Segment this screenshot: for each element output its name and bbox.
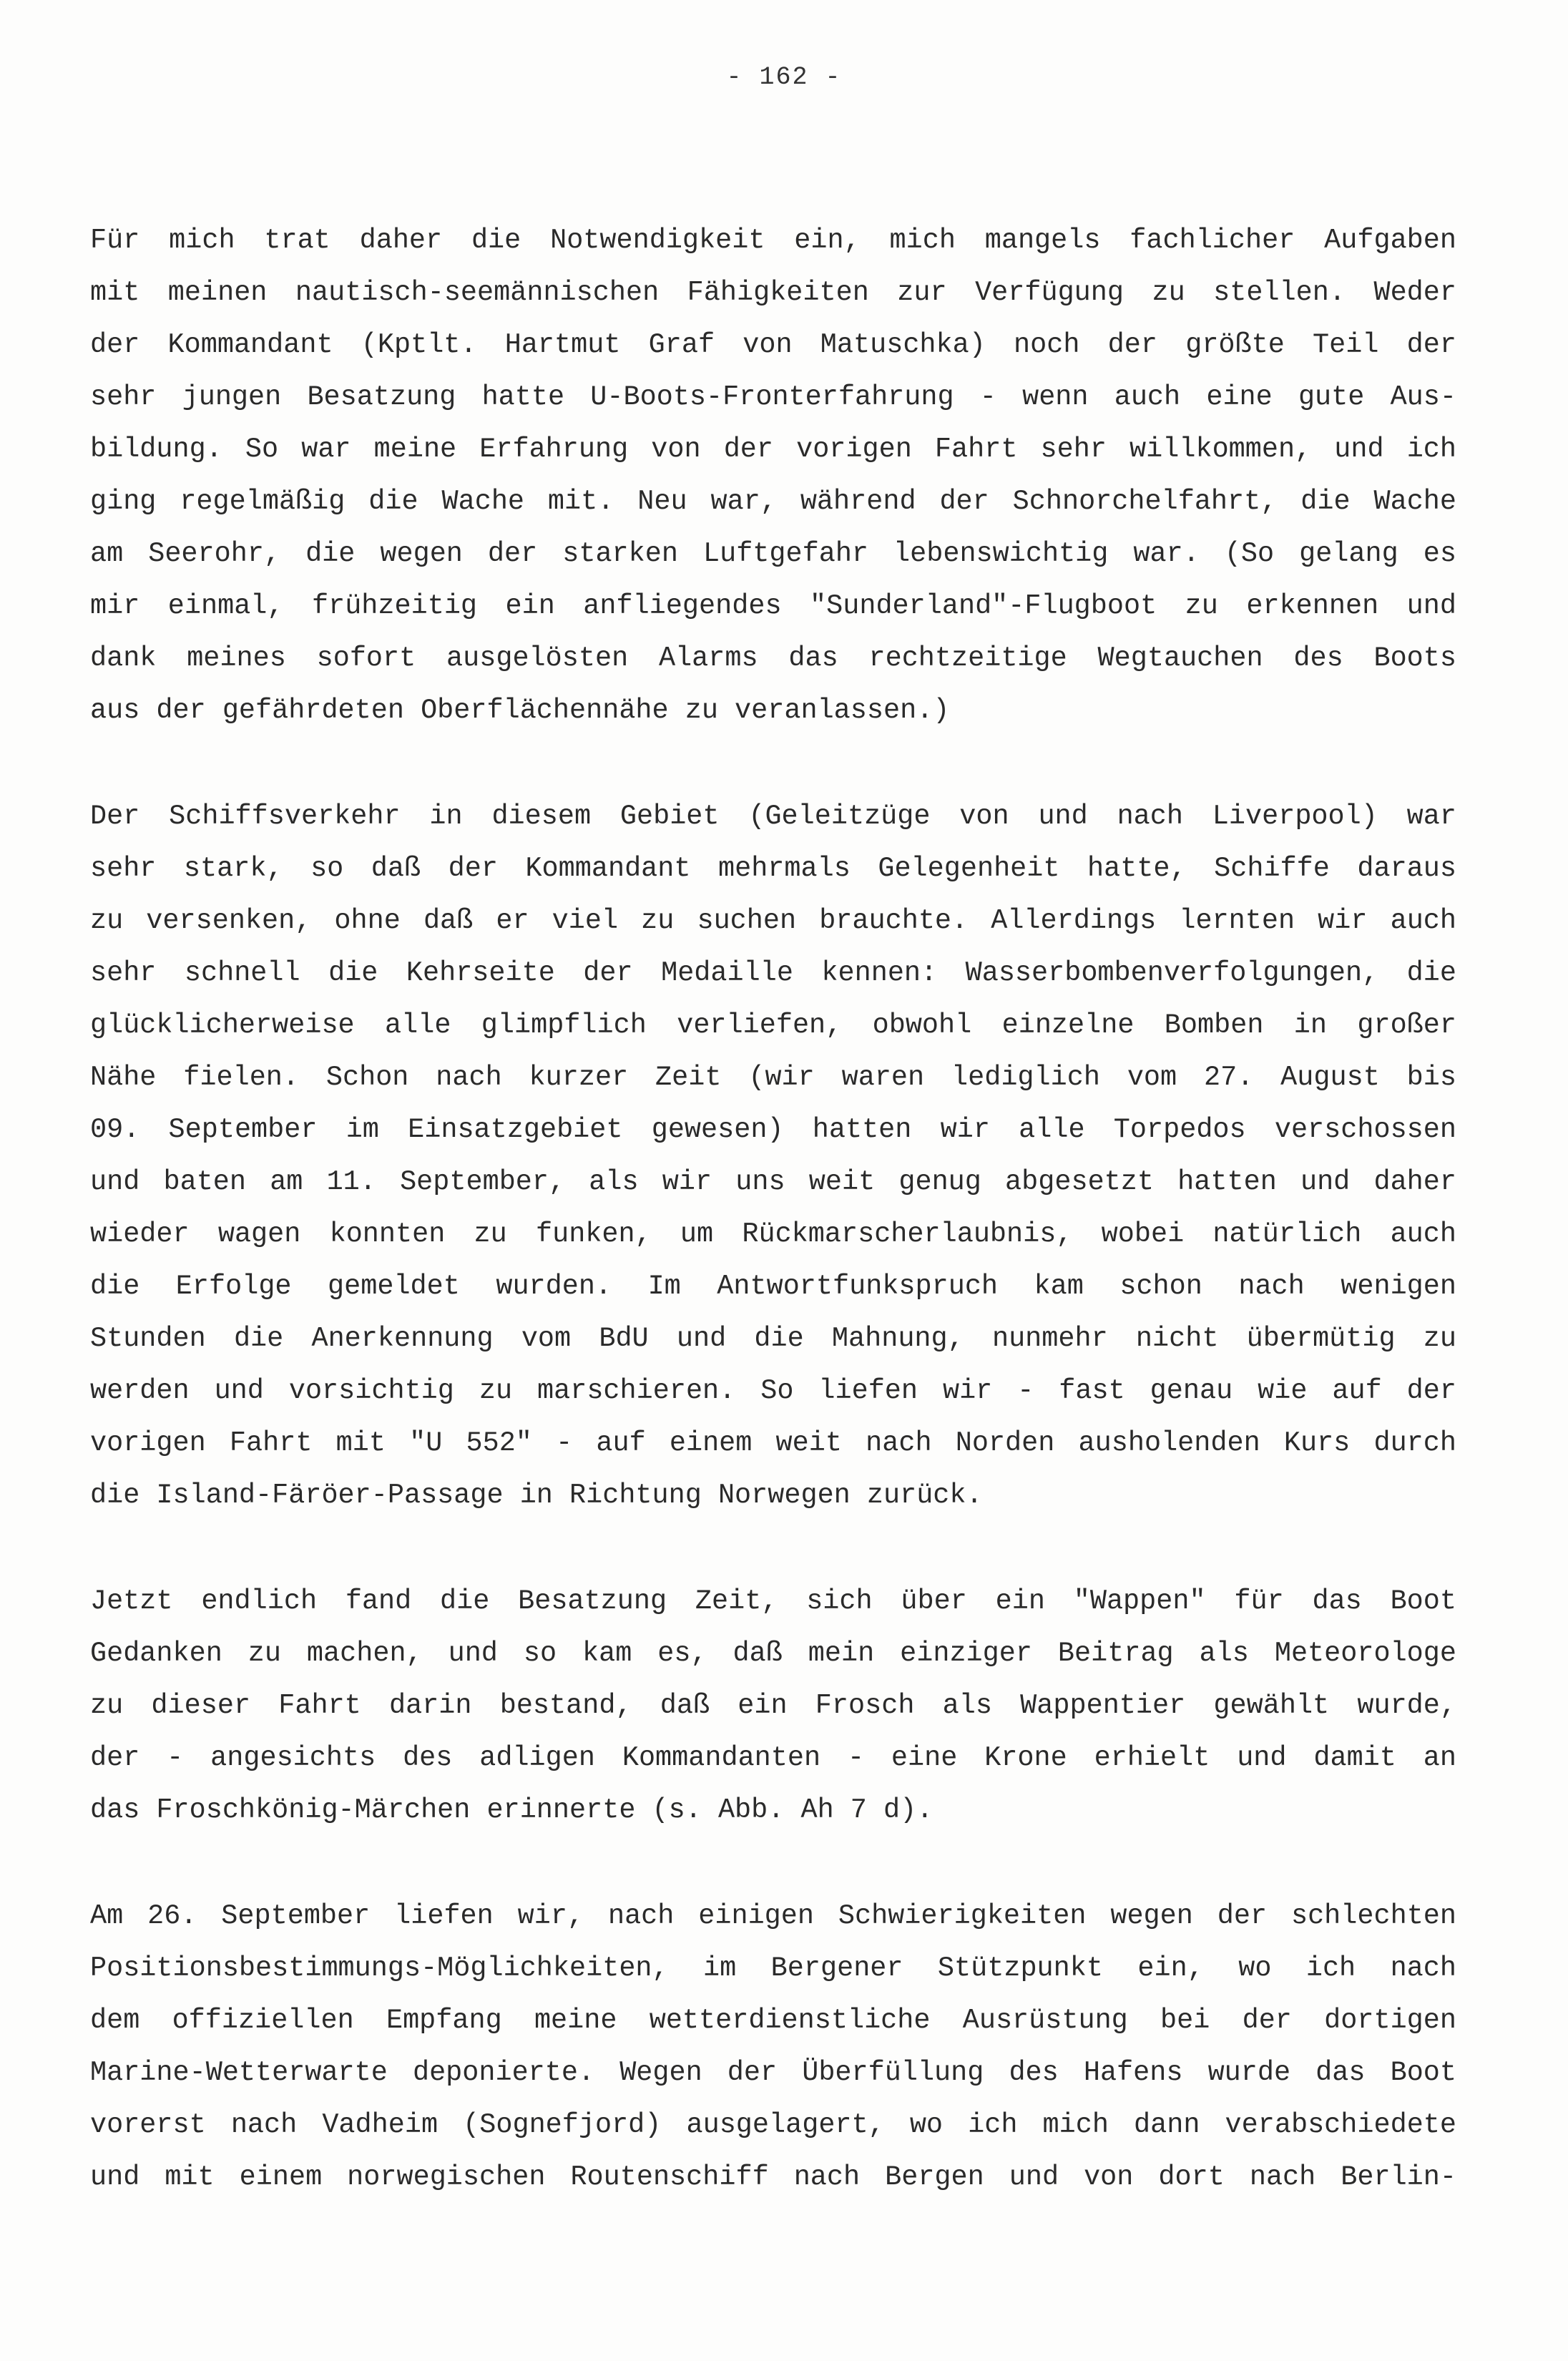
text-line: und baten am 11. September, als wir uns weit genug abgesetzt hatten und daher xyxy=(90,1166,1456,1198)
text-line: 09. September im Einsatzgebiet gewesen) hatten wir alle Torpedos verschossen xyxy=(90,1114,1456,1145)
text-line: Stunden die Anerkennung vom BdU und die Mahnung, nunmehr nicht übermütig zu xyxy=(90,1323,1456,1354)
text-line: wieder wagen konnten zu funken, um Rückmarscherlaubnis, wobei natürlich auch xyxy=(90,1218,1456,1250)
text-line: Am 26. September liefen wir, nach einigen Schwierigkeiten wegen der schlechten xyxy=(90,1900,1456,1932)
paragraph-1 xyxy=(90,215,1456,737)
text-line: Für mich trat daher die Notwendigkeit ein, mich mangels fachlicher Aufgaben xyxy=(90,225,1456,256)
text-line: das Froschkönig-Märchen erinnerte (s. Abb. Ah 7 d). xyxy=(90,1794,934,1826)
text-line: zu dieser Fahrt darin bestand, daß ein Frosch als Wappentier gewählt wurde, xyxy=(90,1690,1456,1721)
text-line: dank meines sofort ausgelösten Alarms das rechtzeitige Wegtauchen des Boots xyxy=(90,642,1456,674)
text-line: die Erfolge gemeldet wurden. Im Antwortfunkspruch kam schon nach wenigen xyxy=(90,1271,1456,1302)
text-line: und mit einem norwegischen Routenschiff nach Bergen und von dort nach Berlin- xyxy=(90,2161,1456,2193)
text-line: am Seerohr, die wegen der starken Luftgefahr lebenswichtig war. (So gelang es xyxy=(90,538,1456,570)
text-line: sehr stark, so daß der Kommandant mehrmals Gelegenheit hatte, Schiffe daraus xyxy=(90,853,1456,884)
text-line: mit meinen nautisch-seemännischen Fähigkeiten zur Verfügung zu stellen. Weder xyxy=(90,277,1456,308)
text-line: Der Schiffsverkehr in diesem Gebiet (Geleitzüge von und nach Liverpool) war xyxy=(90,801,1456,832)
text-line: ging regelmäßig die Wache mit. Neu war, während der Schnorchelfahrt, die Wache xyxy=(90,486,1456,517)
body-text xyxy=(90,215,1456,2257)
text-line: der - angesichts des adligen Kommandanten - eine Krone erhielt und damit an xyxy=(90,1742,1456,1774)
text-line: Marine-Wetterwarte deponierte. Wegen der Überfüllung des Hafens wurde das Boot xyxy=(90,2057,1456,2088)
text-line: Nähe fielen. Schon nach kurzer Zeit (wir waren lediglich vom 27. August bis xyxy=(90,1062,1456,1093)
text-line: die Island-Färöer-Passage in Richtung Norwegen zurück. xyxy=(90,1480,983,1511)
text-line: bildung. So war meine Erfahrung von der vorigen Fahrt sehr willkommen, und ich xyxy=(90,434,1456,465)
text-line: glücklicherweise alle glimpflich verliefen, obwohl einzelne Bomben in großer xyxy=(90,1010,1456,1041)
page-number: - 162 - xyxy=(726,63,842,92)
text-line: zu versenken, ohne daß er viel zu suchen brauchte. Allerdings lernten wir auch xyxy=(90,905,1456,937)
paragraph-2 xyxy=(90,791,1456,1522)
text-line: dem offiziellen Empfang meine wetterdienstliche Ausrüstung bei der dortigen xyxy=(90,2005,1456,2036)
text-line: vorerst nach Vadheim (Sognefjord) ausgelagert, wo ich mich dann verabschiedete xyxy=(90,2109,1456,2141)
text-line: Jetzt endlich fand die Besatzung Zeit, sich über ein "Wappen" für das Boot xyxy=(90,1585,1456,1617)
text-line: vorigen Fahrt mit "U 552" - auf einem weit nach Norden ausholenden Kurs durch xyxy=(90,1427,1456,1459)
paragraph-3 xyxy=(90,1575,1456,1837)
text-line: werden und vorsichtig zu marschieren. So liefen wir - fast genau wie auf der xyxy=(90,1375,1456,1407)
paragraph-4 xyxy=(90,1890,1456,2204)
text-line: Gedanken zu machen, und so kam es, daß mein einziger Beitrag als Meteorologe xyxy=(90,1638,1456,1669)
text-line: Positionsbestimmungs-Möglichkeiten, im Bergener Stützpunkt ein, wo ich nach xyxy=(90,1952,1456,1984)
text-line: sehr schnell die Kehrseite der Medaille kennen: Wasserbombenverfolgungen, die xyxy=(90,957,1456,989)
text-line: aus der gefährdeten Oberflächennähe zu veranlassen.) xyxy=(90,695,950,726)
text-line: sehr jungen Besatzung hatte U-Boots-Fronterfahrung - wenn auch eine gute Aus- xyxy=(90,381,1456,413)
text-line: mir einmal, frühzeitig ein anfliegendes "Sunderland"-Flugboot zu erkennen und xyxy=(90,590,1456,622)
text-line: der Kommandant (Kptlt. Hartmut Graf von Matuschka) noch der größte Teil der xyxy=(90,329,1456,361)
